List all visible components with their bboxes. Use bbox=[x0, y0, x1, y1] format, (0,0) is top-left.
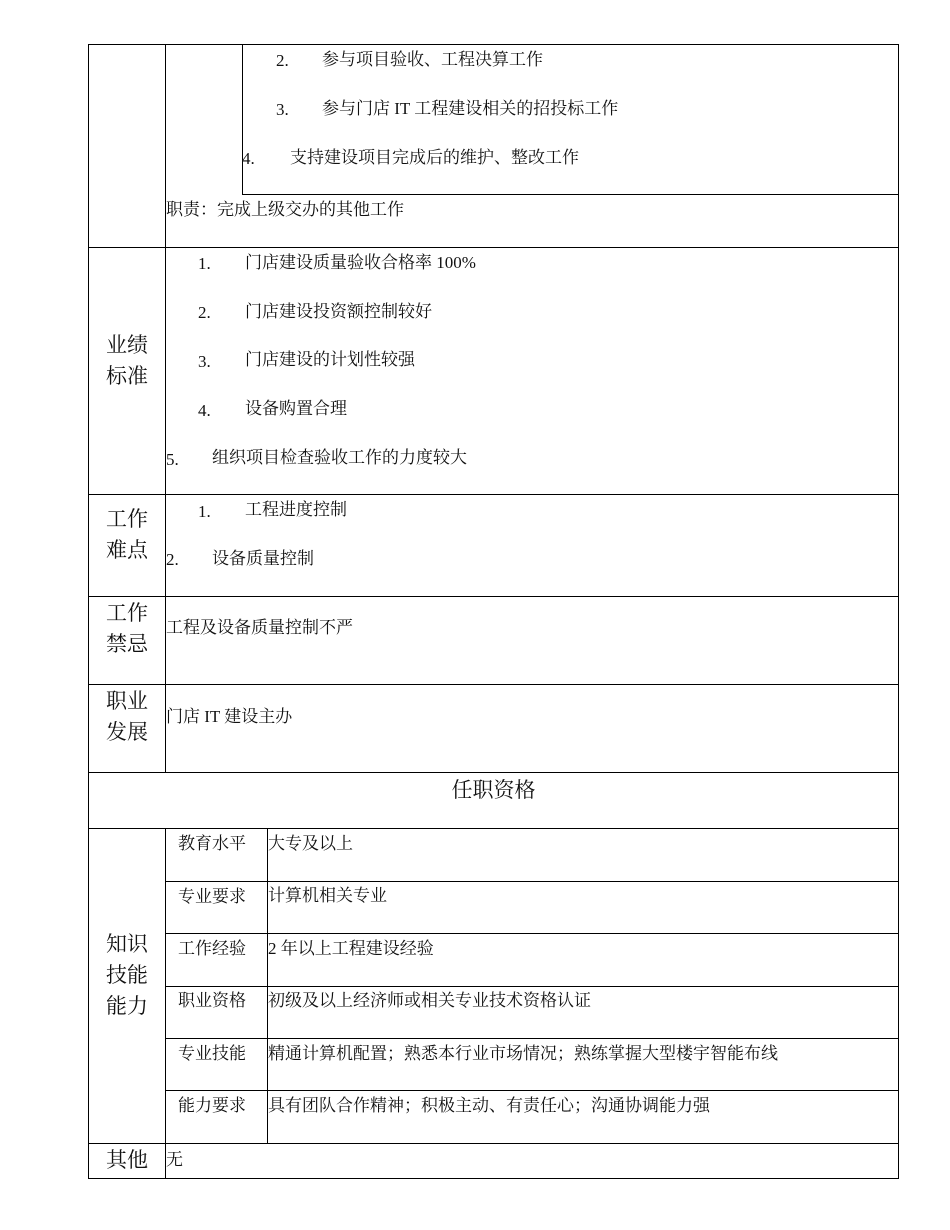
divider bbox=[165, 1090, 899, 1091]
list-number: 1. bbox=[198, 254, 211, 273]
list-item: 门店建设投资额控制较好 bbox=[245, 302, 432, 321]
list-number: 5. bbox=[166, 450, 179, 469]
qualification-value: 大专及以上 bbox=[268, 834, 353, 853]
list-number: 3. bbox=[198, 352, 211, 371]
qualification-value: 初级及以上经济师或相关专业技术资格认证 bbox=[268, 991, 591, 1010]
qualification-key: 专业技能 bbox=[178, 1044, 246, 1063]
other-label: 其他 bbox=[106, 1148, 148, 1172]
qualifications-label: 知识技能能力 bbox=[106, 932, 148, 1018]
divider bbox=[165, 986, 899, 987]
divider bbox=[88, 772, 899, 773]
list-number: 4. bbox=[242, 149, 255, 168]
border-bottom bbox=[88, 1178, 899, 1179]
divider bbox=[88, 247, 899, 248]
performance-label: 业绩标准 bbox=[106, 333, 148, 388]
divider bbox=[88, 596, 899, 597]
difficulties-label: 工作难点 bbox=[106, 507, 148, 562]
list-item: 组织项目检查验收工作的力度较大 bbox=[212, 448, 467, 467]
list-number: 2. bbox=[198, 303, 211, 322]
divider bbox=[88, 828, 899, 829]
list-number: 2. bbox=[166, 550, 179, 569]
list-item: 参与门店 IT 工程建设相关的招投标工作 bbox=[322, 99, 619, 118]
section-title: 任职资格 bbox=[451, 778, 536, 802]
list-number: 4. bbox=[198, 401, 211, 420]
qualification-value: 具有团队合作精神；积极主动、有责任心；沟通协调能力强 bbox=[268, 1096, 710, 1115]
qualification-value: 精通计算机配置；熟悉本行业市场情况；熟练掌握大型楼宇智能布线 bbox=[268, 1044, 778, 1063]
list-item: 支持建设项目完成后的维护、整改工作 bbox=[290, 148, 579, 167]
qualification-value: 计算机相关专业 bbox=[268, 886, 387, 905]
divider bbox=[88, 494, 899, 495]
list-number: 3. bbox=[276, 100, 289, 119]
divider bbox=[165, 881, 899, 882]
list-number: 1. bbox=[198, 502, 211, 521]
divider bbox=[88, 684, 899, 685]
career-label: 职业发展 bbox=[106, 689, 148, 744]
divider bbox=[88, 1143, 899, 1144]
qualification-key: 专业要求 bbox=[178, 887, 246, 906]
column-divider bbox=[242, 44, 243, 195]
border-top bbox=[88, 44, 899, 45]
divider bbox=[242, 194, 899, 195]
qualification-value: 2 年以上工程建设经验 bbox=[268, 939, 434, 958]
column-divider bbox=[165, 44, 166, 773]
list-item: 工程进度控制 bbox=[245, 500, 347, 519]
taboos-label: 工作禁忌 bbox=[106, 601, 148, 656]
border-right bbox=[898, 44, 899, 1179]
taboos-text: 工程及设备质量控制不严 bbox=[166, 618, 353, 637]
list-item: 门店建设质量验收合格率 100% bbox=[245, 253, 476, 272]
other-value: 无 bbox=[166, 1150, 183, 1169]
divider bbox=[165, 933, 899, 934]
list-item: 参与项目验收、工程决算工作 bbox=[322, 50, 543, 69]
other-duty: 职责：完成上级交办的其他工作 bbox=[166, 200, 404, 219]
list-item: 门店建设的计划性较强 bbox=[245, 350, 415, 369]
qualification-key: 能力要求 bbox=[178, 1096, 246, 1115]
list-item: 设备质量控制 bbox=[212, 549, 314, 568]
divider bbox=[165, 1038, 899, 1039]
qualification-key: 职业资格 bbox=[178, 991, 246, 1010]
list-number: 2. bbox=[276, 51, 289, 70]
list-item: 设备购置合理 bbox=[245, 399, 347, 418]
qualification-key: 工作经验 bbox=[178, 939, 246, 958]
qualification-key: 教育水平 bbox=[178, 834, 246, 853]
career-text: 门店 IT 建设主办 bbox=[166, 707, 293, 726]
